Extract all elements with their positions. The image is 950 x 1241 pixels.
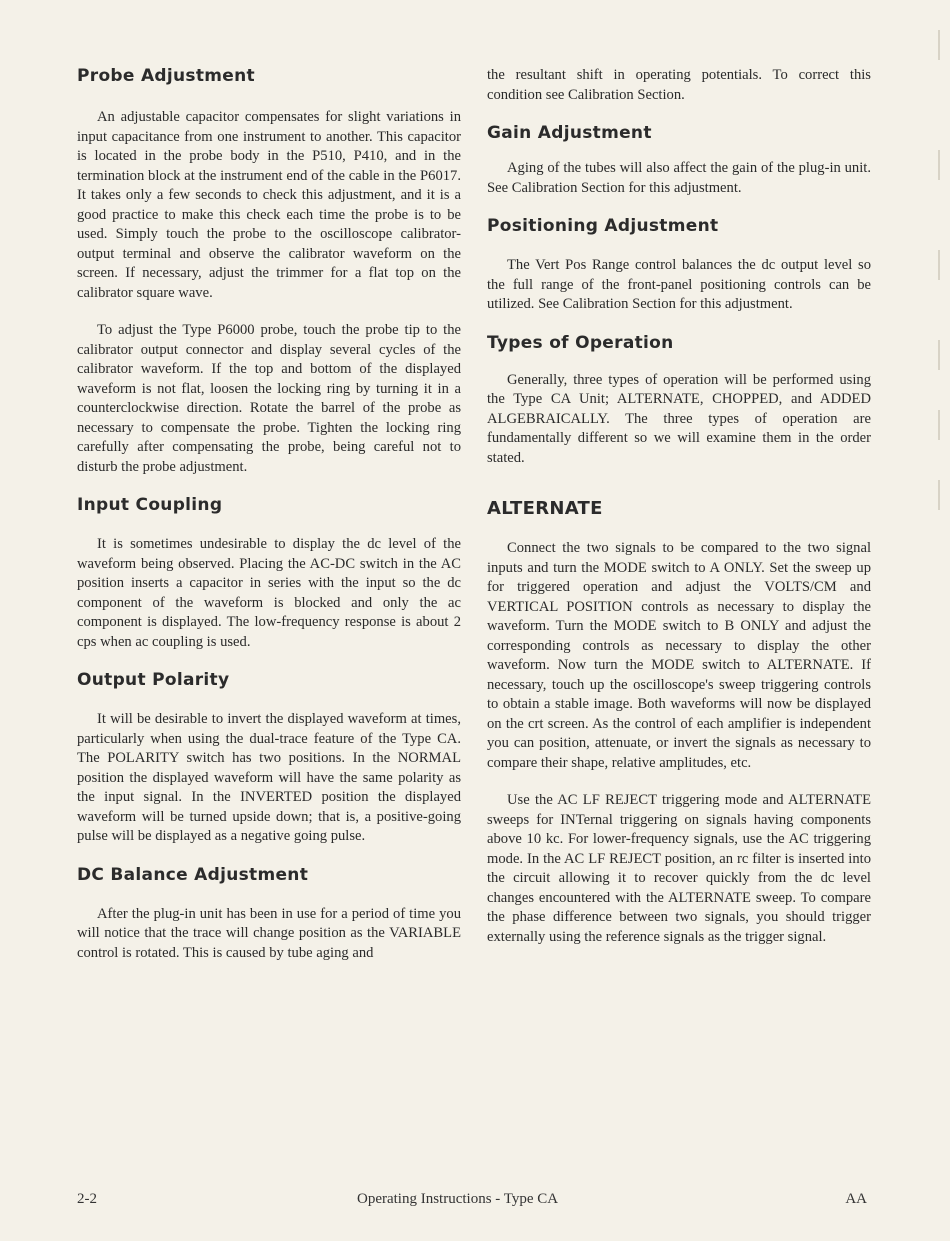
- left-column: [77, 66, 461, 981]
- paragraph-positioning-adjustment: The Vert Pos Range control balances the dc output level so the full range of the front-panel positioning controls can be utilized. See Calibration Section for this adjustment.: [487, 257, 871, 312]
- paragraph-types-of-operation: Generally, three types of operation will be performed using the Type CA Unit; ALTERNATE, CHOPPED, and ADDED ALGEBRAICALLY. The three types of operation are fundamentally different so we will examine them in the order stated.: [487, 371, 871, 466]
- paragraph-probe-1: An adjustable capacitor compensates for slight variations in input capacitance from one instrument to another. This capacitor is located in the probe body in the P510, P410, and in the termination block at the instrument end of the cable in the P6017. It takes only a few seconds to check this adjustment, and it is a good practice to make this check each time the probe is to be used. Simply touch the probe to the oscilloscope calibrator-output terminal and observe the calibrator waveform on the screen. If necessary, adjust the trimmer for a flat top on the calibrator square wave.: [77, 109, 461, 301]
- heading-output-polarity: Output Polarity: [77, 670, 230, 690]
- heading-dc-balance: DC Balance Adjustment: [77, 864, 309, 885]
- heading-probe-adjustment: Probe Adjustment: [77, 66, 255, 86]
- heading-input-coupling: Input Coupling: [77, 495, 223, 515]
- paragraph-dc-balance: After the plug-in unit has been in use for a period of time you will notice that the trace will change position as the VARIABLE control is rotated. This is caused by tube aging and: [77, 905, 461, 961]
- paragraph-input-coupling: It is sometimes undesirable to display the dc level of the waveform being observed. Placing the AC-DC switch in the AC position inserts a capacitor in series with the input so the dc component of the waveform is blocked and only the ac component is displayed. The low-frequency response is about 2 cps when ac coupling is used.: [77, 536, 461, 650]
- heading-types-of-operation: Types of Operation: [487, 332, 674, 353]
- page-footer: [77, 1191, 867, 1211]
- footer-title: Operating Instructions - Type CA: [357, 1191, 559, 1207]
- paragraph-probe-2: To adjust the Type P6000 probe, touch the probe tip to the calibrator output connector and display several cycles of the calibrator waveform. If the top and bottom of the displayed waveform is not flat, loosen the locking ring by turning it in a counterclockwise direction. Rotate the barrel of the probe as necessary to compensate the probe. Tighten the locking ring carefully after compensating the probe, being careful not to disturb the probe adjustment.: [77, 322, 461, 475]
- heading-gain-adjustment: Gain Adjustment: [487, 123, 652, 143]
- paragraph-gain-adjustment: Aging of the tubes will also affect the gain of the plug-in unit. See Calibration Section for this adjustment.: [487, 160, 871, 196]
- paragraph-alternate-2: Use the AC LF REJECT triggering mode and ALTERNATE sweeps for INTernal triggering on signals having components above 10 kc. For lower-frequency signals, use the AC triggering mode. In the AC LF REJECT position, an rc filter is inserted into the circuit allowing it to recover quickly from the dc level changes encountered with the ALTERNATE sweep. To compare the phase difference between two signals, you should trigger externally using the reference signals as the trigger signal.: [487, 792, 871, 945]
- paragraph-output-polarity: It will be desirable to invert the displayed waveform at times, particularly when using the dual-trace feature of the Type CA. The POLARITY switch has two positions. In the NORMAL position the displayed waveform will have the same polarity as the input signal. In the INVERTED position the displayed waveform will be turned upside down; that is, a positive-going pulse will be displayed as a negative going pulse.: [77, 711, 461, 844]
- right-column: [487, 66, 871, 965]
- page-number: 2-2: [77, 1191, 97, 1207]
- heading-alternate: ALTERNATE: [487, 498, 603, 519]
- heading-positioning-adjustment: Positioning Adjustment: [487, 216, 719, 236]
- footer-revision: AA: [845, 1191, 867, 1207]
- paragraph-dc-balance-continued: the resultant shift in operating potentials. To correct this condition see Calibration Section.: [487, 67, 871, 103]
- paragraph-alternate-1: Connect the two signals to be compared to the two signal inputs and turn the MODE switch to A ONLY. Set the sweep up for triggered operation and adjust the VOLTS/CM and VERTICAL POSITION controls as necessary to display the waveform. Turn the MODE switch to B ONLY and adjust the corresponding controls as necessary to display the other waveform. Now turn the MODE switch to ALTERNATE. If necessary, touch up the oscilloscope's sweep triggering controls to obtain a stable image. Both waveforms will now be displayed on the crt screen. As the control of each amplifier is independent you can position, attenuate, or invert the signals as necessary to compare their shape, relative amplitudes, etc.: [487, 540, 871, 771]
